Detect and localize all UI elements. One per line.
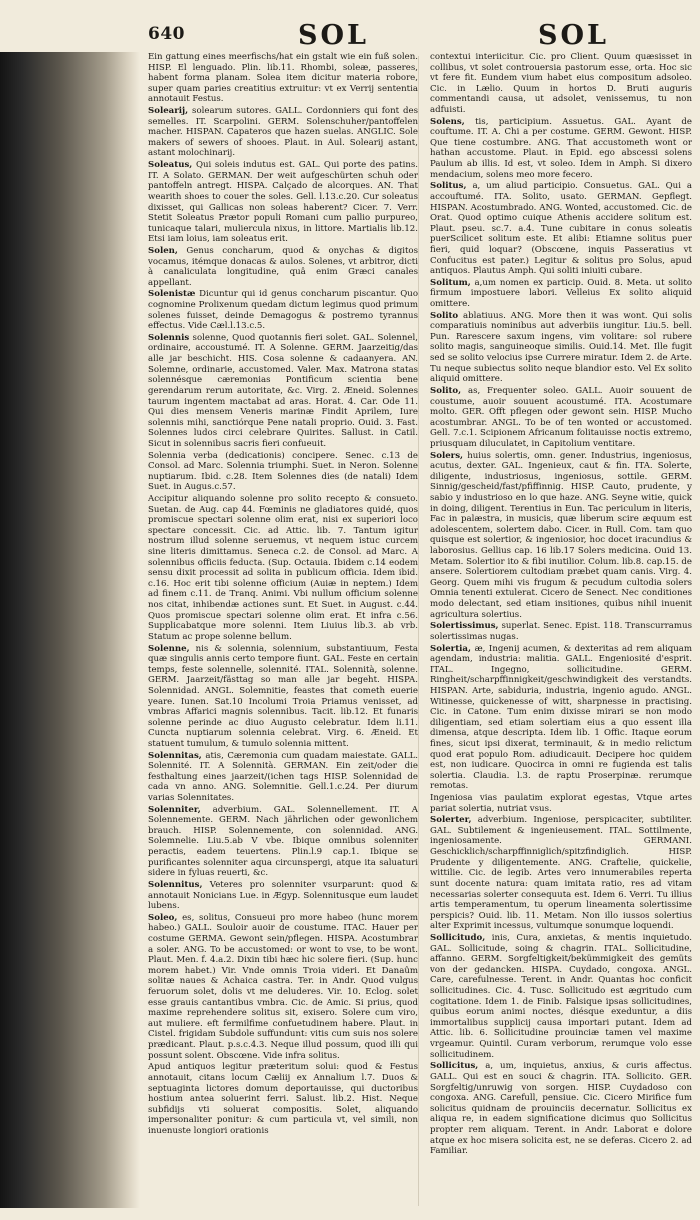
entry-text: Genus concharum, quod & onychas & digitos vocamus, itémque donacas & aulos. Solenes, vt arbitror, dicti à canaliculata longitudine, quâ enim Græci canales appellant.	[148, 245, 418, 288]
dictionary-entry	[148, 451, 418, 493]
entry-text: Apud antiquos legitur præteritum solui: quod & Festus annotauit, citans locum Cæliij ex Annalium l.7. Duos & septuaginta lictores domum deportauisse, qui ductoribus hostium antea soluerint ferri. Salust. lib.2. Hist. Neque subfidijs vti soluerat compositis. Solet, aliquando impersonaliter ponitur: & cum particula vt, vel simili, non inuenuste longiori orationis	[148, 1062, 418, 1136]
dictionary-entry	[148, 160, 418, 245]
entry-headword: Solennitas,	[148, 750, 202, 761]
entry-text: tis, participium. Assuetus. GAL. Ayant de couftume. IT. A. Chi a per costume. GERM. Gewont. HISP. Que tiene costumbre. ANG. That accustometh wont or hathan accustome. Plaut. in Epid. ego abscessi solens Paulum ab illis. Id est, vt soleo. Idem in Amph. Si dixero mendacium, solens meo more fecero.	[430, 116, 692, 180]
entry-text: a, um, inquietus, anxius, & curis affectus. GALL. Qui est en souci & chagrin. ITA. Sollicito. GER. Sorgfeltig/unruwig von sorgen. HISP. Cuydadoso con congoxa. ANG. Carefull, pensiue. Cic. Cicero Mirifice fum solicitus quidnam de prouinciis decernatur. Sollicitus ex aliqua re, in eadem significatione dicimus quo Sollicitus propter rem aliquam. Terent. in Andr. Laborat e dolore atque ex hoc misera solicita est, ne se deferas. Cicero 2. ad Familiar.	[430, 1061, 692, 1157]
dictionary-entry	[430, 52, 692, 116]
entry-headword: Sollicitudo,	[430, 932, 486, 943]
book-binding-shadow	[0, 52, 140, 1208]
left-column	[148, 52, 418, 1212]
right-column	[430, 52, 692, 1212]
entry-headword: Solenistæ	[148, 289, 196, 300]
dictionary-entry	[148, 913, 418, 1062]
dictionary-entry	[430, 451, 692, 621]
entry-headword: Solertissimus,	[430, 621, 499, 632]
dictionary-entry	[148, 106, 418, 159]
dictionary-entry	[430, 181, 692, 276]
entry-text: Solennia verba (dedicationis) concipere. Senec. c.13 de Consol. ad Marc. Solennia triumphi. Suet. in Neron. Solenne nuptiarum. Ibid. c.28. Item Solennes dies (de natali) Idem Suet. in Augus.c.57.	[148, 450, 418, 493]
entry-text: contextui interiicitur. Cic. pro Client. Quum quæsisset in collibus, vt solet controuersia pastorum esse, orta. Hoc sic vt fere fit. Eundem vium habet eius compositum adsoleo. Cic. in Lælio. Quum in hortos D. Bruti auguris commentandi causa, ut adsolet, venissemus, tu non adfuisti.	[430, 52, 692, 116]
entry-text: Veteres pro solenniter vsurparunt: quod & annotauit Nonicians Lue. in Ægyp. Solennitusque eum laudet lubens.	[148, 879, 418, 912]
dictionary-entry	[430, 644, 692, 793]
dictionary-entry	[148, 644, 418, 750]
entry-headword: Solito,	[430, 385, 462, 396]
dictionary-entry	[430, 621, 692, 642]
dictionary-entry	[148, 52, 418, 105]
entry-text: Ingeniosa vias paulatim explorat egestas, Vtque artes pariat solertia, nutriat vsus.	[430, 793, 692, 814]
dictionary-entry	[148, 494, 418, 643]
running-head-right: SOL	[538, 20, 610, 51]
entry-headword: Solertia,	[430, 643, 471, 654]
entry-headword: Solers,	[430, 450, 464, 461]
entry-text: adverbium. GAL. Solennellement. IT. A Solennemente. GERM. Nach jährlichen oder gewonlichem brauch. HISP. Solennemente, con solennidad. ANG. Solemnelie. Liu.5.ab V vbe. Ibique omnibus solenniter peractis, eadem teuertens. Plin.l.9 cap.1. Ibique se purificantes solenniter aqua circunspergi, atque ita saluaturi sidere in fyluas reuerti, &c.	[148, 804, 418, 879]
entry-headword: Solitum,	[430, 277, 471, 288]
dictionary-entry	[430, 117, 692, 181]
entry-text: atis, Cæremonia cum quadam maiestate. GALL. Solennité. IT. A Solennità. GERMAN. Ein zeit/oder die festhaltung eines jaarzeit/(ichen tags HISP. Solennidad de cada vn anno. ANG. Solemnitie. Gell.1.c.24. Per diurum varias Solennitates.	[148, 750, 418, 804]
entry-headword: Soleatus,	[148, 160, 193, 171]
entry-headword: Solenniter,	[148, 804, 201, 815]
dictionary-entry	[430, 1061, 692, 1156]
entry-text: Accipitur aliquando solenne pro solito recepto & consueto. Suetan. de Aug. cap 44. Fœminis ne gladiatores quidé, quos promiscue spectari solenne olim erat, nisi ex superiori loco spectare concessit. Cic. ad Attic. lib. 7. Tantum igitur nostrum illud solenne seruemus, vt nequem istuc curcem sine literis dimittamus. Seneca c.2. de Consol. ad Marc. A solennibus officiis feducta. (Sup. Octauia. Ibidem c.14 eodem sensu dixit processit ad solita in publicum officia. Idem ibid. c.16. Hoc erit tibi solenne officium (Auiæ in neptem.) Idem ad finem c.11. de Tranq. Animi. Vbi nullum officium solenne nos citat, inhibendæ actiones sunt. Et Suet. in August. c.44. Quos promiscue spectari solenne olim erat. Et infra c.56. Supplicabatque more solenni. Item Liuius lib.3. ab vrb. Statum ac prope solenne bellum.	[148, 493, 418, 642]
dictionary-entry	[148, 880, 418, 912]
dictionary-entry	[430, 793, 692, 814]
dictionary-entry	[148, 1062, 418, 1136]
dictionary-entry	[148, 289, 418, 331]
entry-text: solearum sutores. GALL. Cordonniers qui font des semelles. IT. Scarpolini. GERM. Solenschuher/pantoffelen macher. HISPAN. Capateros que hazen suelas. ANGLIC. Sole makers of sewers of shooes. Plaut. in Aul. Solearij astant, astant molochinarij.	[148, 106, 418, 159]
entry-text: solenne, Quod quotannis fieri solet. GAL. Solennel, ordinaire, accoustumé. IT. A Solenne. GERM. Jaarzeitig/das alle jar beschicht. HIS. Cosa solenne & cadaanyera. AN. Solemne, ordinarie, accustomed. Valer. Max. Matrona statas solennésque cæremonias Pontificum scientia bene gerendarum rerum autoritate, &c. Virg. 2. Æneid. Solennes taurum ingentem mactabat ad aras. Horat. 4. Car. Ode 11. Qui dies mensem Veneris marinæ Findit Aprilem, Iure solennis mihi, sanctiórque Pene natali proprio. Ouid. 3. Fast. Solennes ludos circi celebrare Quirites. Sallust. in Catil. Sicut in solennibus sacris fieri confueuit.	[148, 332, 418, 449]
dictionary-entry	[148, 805, 418, 879]
dictionary-entry	[148, 333, 418, 450]
page-header	[148, 20, 688, 54]
entry-headword: Solerter,	[430, 815, 472, 826]
entry-headword: Solitus,	[430, 181, 467, 192]
entry-text: nis & solennia, solennium, substantiuum, Festa quæ singulis annis certo tempore fiunt. GAL. Feste en certain temps, feste solennelle, solennité. ITAL. Solennità, solenne. GERM. Jaarzeit/fästtag so man alle jar begeht. HISPA. Solennidad. ANGL. Solemnitie, feastes that cometh euerie yeare. Iunen. Sat.10 Incolumi Troia Priamus venisset, ad vmbras Affarici magnis solennibus. Tacit. lib.12. Et funaris solenne perinde ac diuo Augusto celebratur. Idem li.11. Cuncta nuptiarum solennia celebrat. Virg. 6. Æneid. Et statuent tumulum, & tumulo solennia mittent.	[148, 643, 418, 749]
dictionary-entry	[148, 751, 418, 804]
entry-headword: Solearij,	[148, 106, 189, 117]
entry-text: as, Frequenter soleo. GALL. Auoir souuent de coustume, auoir souuent acoustumé. ITA. Acostumare molto. GER. Offt pflegen oder gewont sein. HISP. Mucho acostumbrar. ANGL. To be of ten wonted or accustomed. Gell. 7.c.1. Scipionem Africanum folitauisse noctis extremo, priusquam diluculatet, in Capitolium ventitare.	[430, 385, 692, 449]
dictionary-entry	[430, 386, 692, 450]
entry-text: es, solitus, Consueui pro more habeo (hunc morem habeo.) GALL. Souloir auoir de coustume. ITAC. Hauer per costume GERMA. Gewont sein/pflegen. HISPA. Acostumbrar a soler. ANG. To be accustomed: or wont to vse, to be wont. Plaut. Men. f. 4.a.2. Dixin tibi hæc hic solere fieri. (Sup. hunc morem habet.) Vir. Vnde omnis Troia videri. Et Danaûm solitæ naues & Achaica castra. Ter. in Andr. Quod vulgus feruorum solet, dolis vt me deluderes. Vir. 10. Eclog. solet esse grauis cantantibus vmbra. Cic. de Amic. Si prius, quod maxime reprehendere solitus sit, exisero. Solere cum viro, aut muliere. eft fermilfime confuetudinem habere. Plaut. in Cistel. frigidam Subdole suffundunt: vitis cum suis nos solere prædicant. Plaut. p.s.c.4.3. Neque illud possum, quod illi qui possunt solent. Obscœne. Vide infra solitus.	[148, 912, 418, 1061]
dictionary-entry	[148, 246, 418, 288]
entry-headword: Solen,	[148, 245, 178, 256]
entry-headword: Solennis	[148, 332, 190, 343]
entry-headword: Solito	[430, 310, 459, 321]
entry-text: Qui soleis indutus est. GAL. Qui porte des patins. IT. A Solato. GERMAN. Der weit aufgeschürten schuh oder pantoffeln antregt. HISPA. Calçado de alcorques. AN. That wearith shoes to couer the soles. Gell. l.13.c.20. Cur soleatus dixisset, qui Gallicas non soleas haberent? Cicer. 7. Verr. Stetit Soleatus Prætor populi Romani cum pallio purpureo, tunicaque talari, muliercula nixus, in littore. Martialis lib.12. Etsi iam loius, iam soleatus erit.	[148, 160, 418, 245]
column-divider	[418, 56, 419, 1206]
dictionary-entry	[430, 933, 692, 1060]
dictionary-entry	[430, 311, 692, 385]
entry-text: superlat. Senec. Epist. 118. Transcurramus solertissimas nugas.	[430, 621, 692, 642]
entry-headword: Solens,	[430, 116, 465, 127]
dictionary-entry	[430, 278, 692, 310]
entry-headword: Sollicitus,	[430, 1061, 479, 1072]
entry-text: a,um nomen ex particip. Ouid. 8. Meta. ut solito firmum impostuere labori. Velleius Ex solito aliquid omittere.	[430, 277, 692, 310]
entry-text: adverbium. Ingeniose, perspicaciter, subtiliter. GAL. Subtilement & ingenieusement. ITAL. Sottilmente, ingeniosamente. GERMANI. Geschicklich/scharpffinniglich/spitzfindiglich. HISP. Prudente y diligentemente. ANG. Craftelie, quickelie, wittilie. Cic. de legib. Artes vero innumerabiles reperta sunt docente natura: quam imitata ratio, res ad vitam necessarias solerter consequuta est. Idem 6. Verri. Tu illius artis temperamentum, tu operum lineamenta solertissime perspicis? Ouid. lib. 11. Metam. Non illo iussos solertius alter Exprimit incessus, vultumque sonumque loquendi.	[430, 815, 692, 932]
entry-text: a, um aliud participio. Consuetus. GAL. Qui a accouftumé. ITA. Solito, usato. GERMAN. Gepflegt. HISPAN. Acostumbrado. ANG. Wonted, accustomed. Cic. de Orat. Quod optimo cuique Athenis accidere solitum est. Plaut. pseu. sc.7. a.4. Tune cubitare in conus soleatis puerScilicet solitum este. Et alibi: Etiamne solitus puer fieri, quid loquar? (Obscœne, inquis Passeratius vt Confucitus est pater.) Legitur & solitus pro Solus, apud antiquos. Plautus Amph. Qui soliti iniuiti cubare.	[430, 181, 692, 277]
entry-headword: Solenne,	[148, 643, 190, 654]
entry-text: inis, Cura, anxietas, & mentis inquietudo. GAL. Sollicitude, soing & chagrin. ITAL. Sollicitudine, affanno. GERM. Sorgfeltigkeit/bekümmigkeit des gemüts von der gedancken. HISPA. Cuydado, congoxa. ANGL. Care, carefulnesse. Terent. in Andr. Quantas hoc conficit sollicitudines. Cic. 4. Tusc. Sollicitudo est ægritudo cum cogitatione. Idem 1. de Finib. Falsique ipsas sollicitudines, quibus eorum animi noctes, diésque exeduntur, a diis immortalibus supplicij causa importari putant. Idem ad Attic. lib. 6. Sollicitudine prouinciæ tamen vel maxime vrgeamur. Quintil. Curam verborum, rerumque volo esse sollicitudinem.	[430, 932, 692, 1060]
entry-text: Ein gattung eines meerfischs/hat ein gstalt wie ein fuß solen. HISP. El lenguado. Plin. lib.11. Rhombi, soleæ, passeres, habent forma planam. Solea item dicitur materia robore, super quam paries creatitius extruitur: vt ex Verrij sententia annotauit Festus.	[148, 52, 418, 105]
page-number: 640	[148, 24, 185, 44]
entry-headword: Solennitus,	[148, 879, 203, 890]
running-head-left: SOL	[298, 20, 370, 51]
entry-text: huius solertis, omn. gener. Industrius, ingeniosus, acutus, dexter. GAL. Ingenieux, caut & fin. ITA. Solerte, diligente, industriosus, ingeniosus, sottile. GERM. Sinnig/gescheid/fast/pfiffinnig. HISP. Cauto, prudente, y sabio y industrioso en lo que haze. ANG. Seyne witie, quick in doing, diligent. Terentius in Eun. Tac periculum in literis, Fac in palæstra, in musicis, quæ liberum scire æquum est adolescentem, solertem dabo. Cicer. in Rull. Com. tam quo quisque est solertior, & ingeniosior, hoc docet iracundius & laborosius. Gellius cap. 16 lib.17 Solers medicina. Ouid 13. Metam. Solertior ito & fibi inutilior. Colum. lib.8. cap.15. de ansere. Solertiorem cultodiam præbet quam canis. Virg. 4. Georg. Quem mihi vis frugum & pecudum cultodia solers Omnia tenenti extulerat. Cicero de Senect. Nec conditiones modo delectant, sed etiam insitiones, quibus nihil inuenit agricultura solertius.	[430, 450, 692, 620]
entry-text: ablatiuus. ANG. More then it was wont. Qui solis comparatiuis nominibus aut adverbiis iungitur. Liu.5. bell. Pun. Rarescere saxum ingens, vim volitare: sol rubere solito magis, sanguineoque similis. Ouid.14. Met. Ille fugit sed se solito velocius ipse Currere miratur. Idem 2. de Arte. Tu neque subiectus solito neque blandior esto. Vel Ex solito aliquid omittere.	[430, 310, 692, 385]
entry-text: æ, Ingenij acumen, & dexteritas ad rem aliquam agendam, industria: malitia. GALL. Engeniosité d'esprit. ITAL. Ingegno, sollicitudine. GERM. Ringheit/scharpffinnigkeit/geschwindigkeit des verstandts. HISPAN. Arte, sabiduria, industria, ingenio agudo. ANGL. Witinesse, quickenesse of witt, sharpnesse in practising. Cic. in Catone. Tum enim dixisse mirari se non modo diligentiam, sed etiam solertiam eius a quo essent illa dimensa, atque descripta. Idem lib. 1 Offic. Itaque eorum fines, sicut ipsi dixerat, terminauit, & in medio relictum quod erat populo Rom. adiudicauit. Decipere hoc quidem est, non iudicare. Quocirca in omni re fugienda est talis solertia. Claudia. l.3. de raptu Proserpinæ. rerumque remotas.	[430, 643, 692, 792]
entry-headword: Soleo,	[148, 912, 178, 923]
dictionary-entry	[430, 815, 692, 932]
entry-text: Dicuntur qui id genus concharum piscantur. Quo cognomine Prolixenum quedam dictum legimus quod primum solenes fuisset, deinde Demagogus & postremo tyrannus effectus. Vide Cæl.l.13.c.5.	[148, 289, 418, 332]
